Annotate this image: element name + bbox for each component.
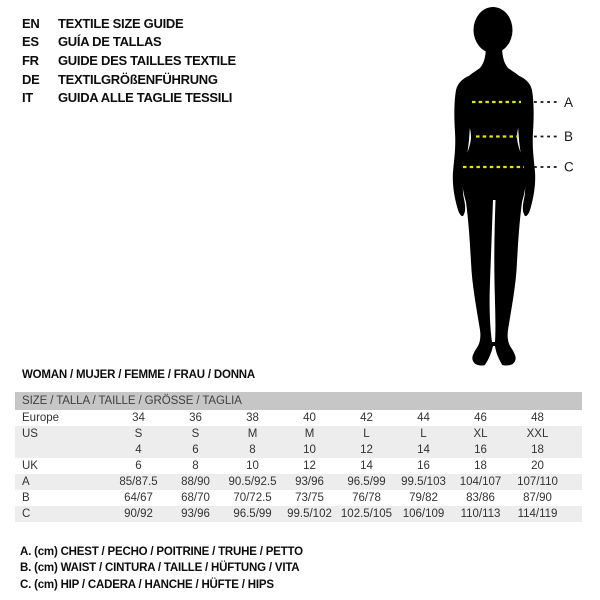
table-header: SIZE / TALLA / TAILLE / GRÖSSE / TAGLIA bbox=[15, 392, 582, 410]
table-cell: 88/90 bbox=[181, 476, 210, 488]
table-cell: 12 bbox=[303, 460, 316, 472]
table-row-label: US bbox=[22, 428, 38, 440]
table-row bbox=[15, 490, 582, 506]
table-cell: 99.5/102 bbox=[287, 508, 332, 520]
marker-a-label: A bbox=[564, 95, 574, 110]
table-cell: 70/72.5 bbox=[233, 492, 272, 504]
table-body bbox=[15, 410, 582, 522]
table-cell: 14 bbox=[360, 460, 373, 472]
legend-row-waist: B. (cm) WAIST / CINTURA / TAILLE / HÜFTUNG / VITA bbox=[20, 562, 300, 575]
table-cell: 90.5/92.5 bbox=[228, 476, 277, 488]
section-title: WOMAN / MUJER / FEMME / FRAU / DONNA bbox=[22, 369, 256, 381]
measurement-figure bbox=[430, 0, 600, 370]
table-row-label: B bbox=[22, 492, 30, 504]
table-cell: M bbox=[304, 428, 315, 440]
table-cell: 76/78 bbox=[352, 492, 381, 504]
table-cell: 85/87.5 bbox=[119, 476, 158, 488]
language-list bbox=[22, 14, 236, 107]
table-row bbox=[15, 426, 582, 442]
table-cell: 46 bbox=[474, 412, 487, 424]
language-title: TEXTILE SIZE GUIDE bbox=[58, 15, 184, 31]
table-cell: 18 bbox=[474, 460, 487, 472]
language-row bbox=[22, 70, 236, 89]
language-row bbox=[22, 14, 236, 33]
table-cell: 40 bbox=[303, 412, 316, 424]
table-cell: 34 bbox=[132, 412, 145, 424]
table-cell: S bbox=[191, 428, 200, 440]
table-cell: 38 bbox=[246, 412, 259, 424]
table-cell: 102.5/105 bbox=[340, 508, 393, 520]
table-row-label bbox=[15, 442, 110, 458]
table-cell: 96.5/99 bbox=[347, 476, 386, 488]
table-cell: 12 bbox=[360, 444, 373, 456]
table-row bbox=[15, 442, 582, 458]
table-cell: 68/70 bbox=[181, 492, 210, 504]
language-title: GUIDE DES TAILLES TEXTILE bbox=[58, 52, 236, 68]
table-cell: 107/110 bbox=[517, 476, 558, 488]
table-cell: 90/92 bbox=[124, 508, 153, 520]
language-row bbox=[22, 88, 236, 107]
language-code: DE bbox=[22, 71, 40, 87]
language-code: ES bbox=[22, 34, 39, 50]
table-row bbox=[15, 458, 582, 474]
language-code: IT bbox=[22, 90, 33, 106]
table-row-label: A bbox=[22, 476, 30, 488]
table-row-label: Europe bbox=[22, 412, 60, 424]
table-cell: 18 bbox=[531, 444, 544, 456]
table-cell: 16 bbox=[417, 460, 430, 472]
table-cell: M bbox=[247, 428, 258, 440]
legend-row-chest: A. (cm) CHEST / PECHO / POITRINE / TRUHE / PETTO bbox=[20, 546, 303, 558]
table-row bbox=[15, 410, 582, 426]
table-cell: 8 bbox=[249, 444, 256, 456]
table-cell: XXL bbox=[526, 428, 549, 440]
woman-silhouette-icon bbox=[430, 0, 600, 370]
table-cell: 14 bbox=[417, 444, 430, 456]
table-cell: 87/90 bbox=[523, 492, 552, 504]
legend-row-hip: C. (cm) HIP / CADERA / HANCHE / HÜFTE / HIPS bbox=[20, 578, 274, 591]
table-row-label: C bbox=[22, 508, 31, 520]
table-cell: 93/96 bbox=[295, 476, 324, 488]
table-cell: 64/67 bbox=[124, 492, 153, 504]
table-cell: 106/109 bbox=[402, 508, 445, 520]
language-row bbox=[22, 33, 236, 52]
table-cell: 36 bbox=[189, 412, 202, 424]
table-cell: 104/107 bbox=[459, 476, 502, 488]
table-cell: 20 bbox=[531, 460, 544, 472]
language-title: GUIDA ALLE TAGLIE TESSILI bbox=[58, 90, 233, 106]
measurement-legend bbox=[20, 544, 303, 593]
table-cell: 42 bbox=[360, 412, 373, 424]
table-cell: XL bbox=[473, 428, 488, 440]
table-cell: 6 bbox=[192, 444, 199, 456]
size-table bbox=[15, 392, 582, 522]
table-cell: 10 bbox=[246, 460, 259, 472]
language-title: GUÍA DE TALLAS bbox=[58, 34, 162, 50]
table-cell: 6 bbox=[135, 460, 142, 472]
table-cell: S bbox=[134, 428, 143, 440]
table-cell: L bbox=[363, 428, 370, 440]
language-code: FR bbox=[22, 52, 39, 68]
table-cell: 83/86 bbox=[466, 492, 495, 504]
language-row bbox=[22, 51, 236, 70]
table-cell: 99.5/103 bbox=[401, 476, 446, 488]
marker-c-label: C bbox=[564, 159, 574, 175]
language-title: TEXTILGRÖßENFÜHRUNG bbox=[58, 71, 218, 87]
table-cell: 8 bbox=[192, 460, 199, 472]
language-code: EN bbox=[22, 15, 40, 31]
table-cell: 48 bbox=[531, 412, 544, 424]
table-cell: 110/113 bbox=[460, 508, 501, 520]
table-cell: 4 bbox=[135, 444, 142, 456]
table-cell: 114/119 bbox=[517, 508, 558, 520]
marker-b-label: B bbox=[564, 129, 574, 144]
table-cell: 93/96 bbox=[181, 508, 210, 520]
table-cell: L bbox=[420, 428, 427, 440]
table-cell: 16 bbox=[474, 444, 487, 456]
table-cell: 79/82 bbox=[409, 492, 438, 504]
table-row-label: UK bbox=[22, 460, 38, 472]
table-row bbox=[15, 474, 582, 490]
table-cell: 10 bbox=[303, 444, 316, 456]
table-cell: 44 bbox=[417, 412, 430, 424]
table-cell: 96.5/99 bbox=[233, 508, 272, 520]
table-cell: 73/75 bbox=[295, 492, 324, 504]
table-row bbox=[15, 506, 582, 522]
